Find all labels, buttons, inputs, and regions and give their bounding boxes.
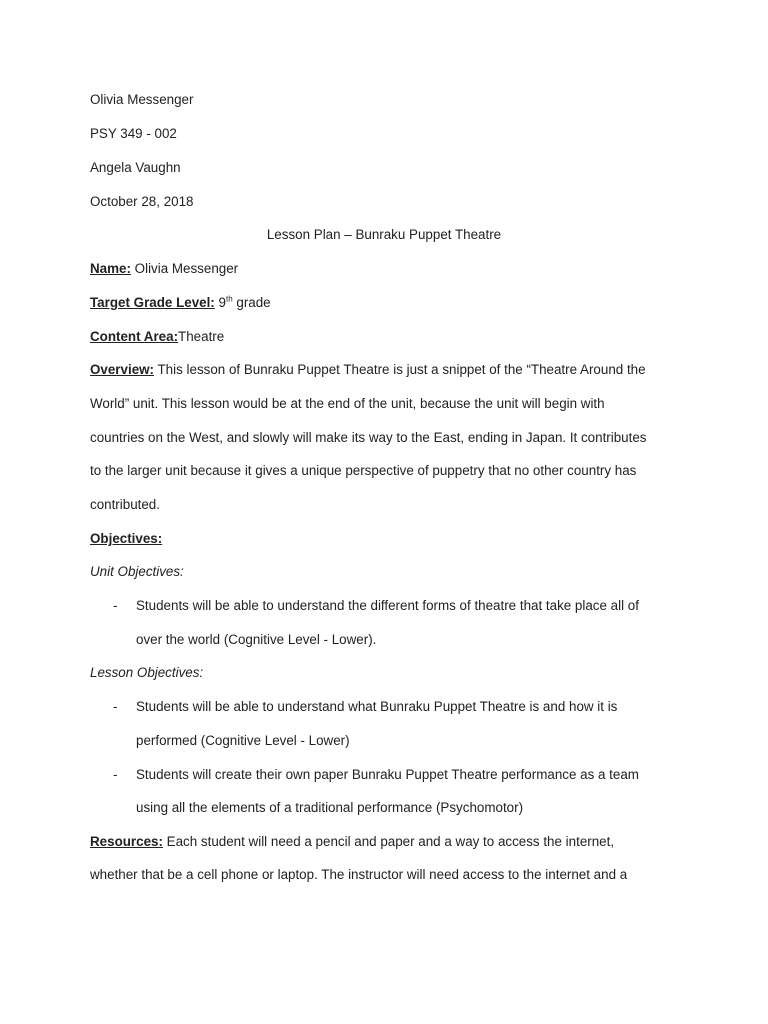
list-item-continuation: over the world (Cognitive Level - Lower). [136,632,377,647]
name-label: Name: [90,261,131,276]
course-code: PSY 349 - 002 [90,126,177,141]
bullet-dash: - [113,598,118,613]
grade-number: 9 [218,295,226,310]
document-title: Lesson Plan – Bunraku Puppet Theatre [266,227,502,242]
date: October 28, 2018 [90,194,194,209]
content-area-field [90,329,224,345]
grade-suffix: th [225,294,233,304]
objectives-label: Objectives: [90,531,163,546]
overview-label: Overview: [90,362,155,377]
content-area-label: Content Area: [90,329,179,344]
list-item-continuation: using all the elements of a traditional performance (Psychomotor) [136,800,524,815]
unit-objectives-heading: Unit Objectives: [90,564,184,579]
resources-label: Resources: [90,834,163,849]
name-value: Olivia Messenger [134,261,239,276]
overview-line: to the larger unit because it gives a unique perspective of puppetry that no other country has [90,463,637,478]
list-item-continuation: performed (Cognitive Level - Lower) [136,733,350,748]
lesson-objectives-heading: Lesson Objectives: [90,665,204,680]
list-item: Students will be able to understand what Bunraku Puppet Theatre is and how it is [136,699,618,714]
content-area-value: Theatre [178,329,225,344]
grade-unit: grade [236,295,271,310]
objectives-heading [90,531,162,547]
student-name: Olivia Messenger [90,92,194,107]
overview-line [90,362,646,378]
grade-label: Target Grade Level: [90,295,215,310]
overview-line: contributed. [90,497,160,512]
overview-line: countries on the West, and slowly will make its way to the East, ending in Japan. It contributes [90,430,647,445]
bullet-dash: - [113,699,118,714]
list-item: Students will create their own paper Bunraku Puppet Theatre performance as a team [136,767,639,782]
overview-line: World” unit. This lesson would be at the end of the unit, because the unit will begin with [90,396,605,411]
resources-line [90,834,614,850]
name-field [90,261,238,277]
overview-text: This lesson of Bunraku Puppet Theatre is just a snippet of the “Theatre Around the [157,362,646,377]
resources-text: Each student will need a pencil and paper and a way to access the internet, [166,834,615,849]
grade-field [90,295,271,311]
instructor-name: Angela Vaughn [90,160,181,175]
bullet-dash: - [113,767,118,782]
resources-line: whether that be a cell phone or laptop. The instructor will need access to the internet and a [90,867,628,882]
list-item: Students will be able to understand the different forms of theatre that take place all of [136,598,639,613]
